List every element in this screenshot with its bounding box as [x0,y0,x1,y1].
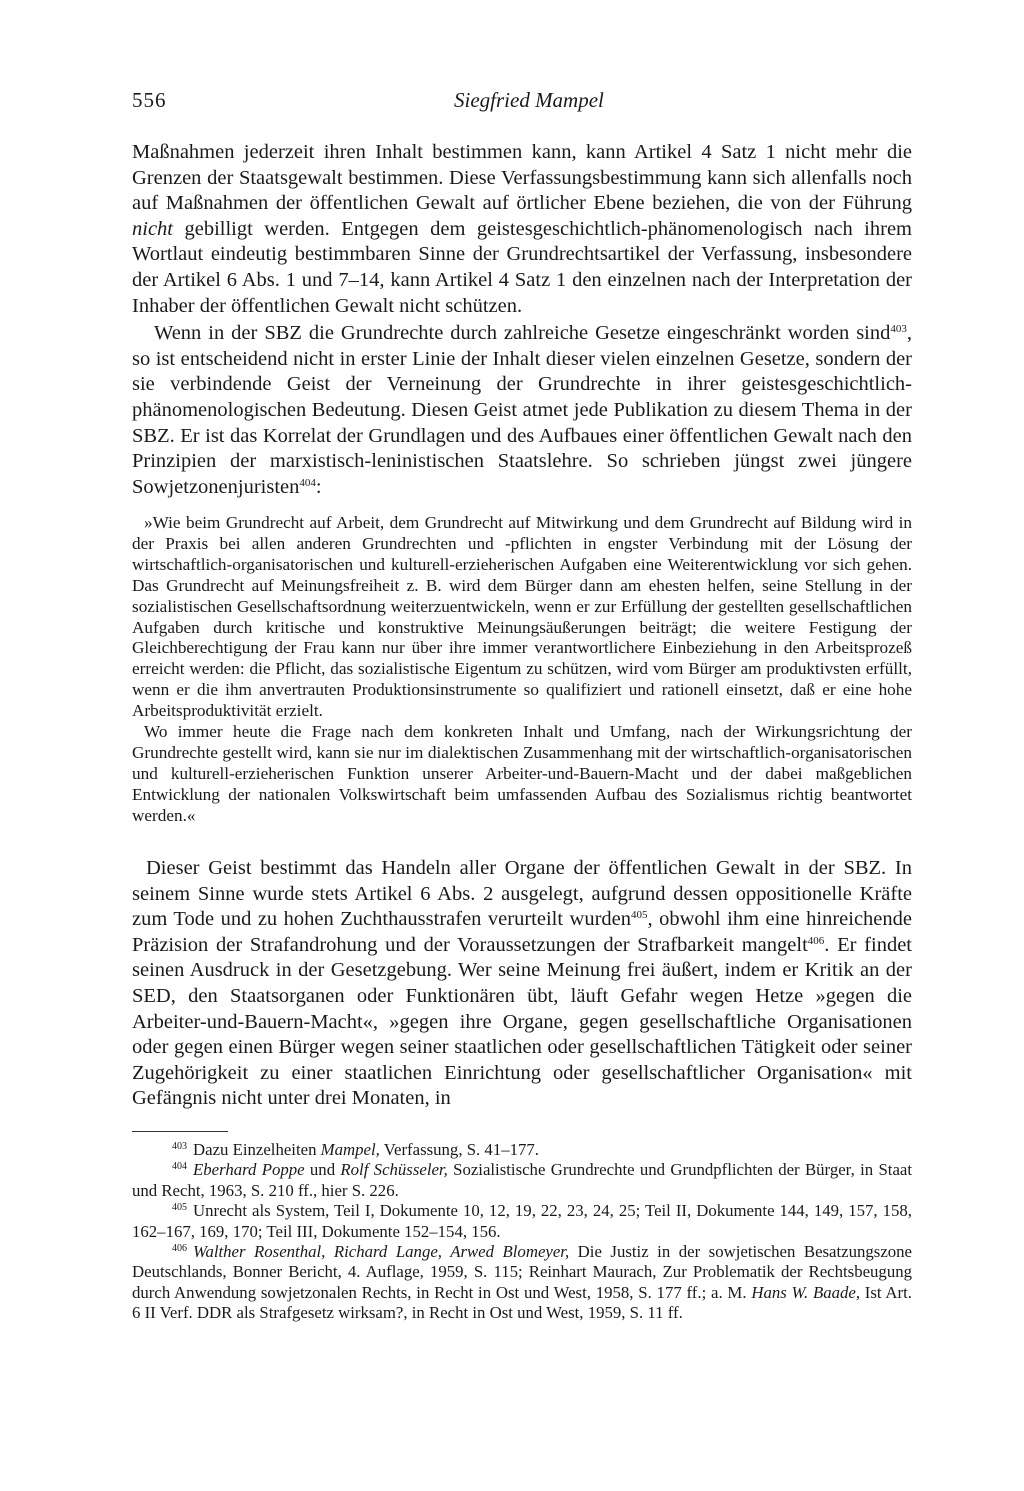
quote-paragraph-1: »Wie beim Grundrecht auf Arbeit, dem Grundrecht auf Mitwirkung und dem Grundrecht auf Bildung wird in der Praxis bei allen anderen Grundrechten und -pflichten in engster Verbindung mit der Lösung der wirtschaftlich-organisatorischen und kulturell-erzieherischen Aufgaben eine Weiterentwicklung vor sich gehen. Das Grundrecht auf Meinungsfreiheit z. B. wird dem Bürger dann am ehesten helfen, seine Stellung in der sozialistischen Gesellschaftsordnung weiterzuentwickeln, wenn er zur Erfüllung der gestellten gesellschaftlichen Aufgaben durch kritische und konstruktive Meinungsäußerungen beiträgt; die weitere Festigung der Gleichberechtigung der Frau kann nur über ihre immer verantwortlichere Einbeziehung in den Arbeitsprozeß erreicht werden: die Pflicht, das sozialistische Eigentum zu schützen, wird vom Bürger am produktivsten erfüllt, wenn er die ihm anvertrauten Produktionsinstrumente so qualifiziert und rationell einsetzt, daß er eine hohe Arbeitsproduktivität erzielt. [132,513,912,721]
body-text-bottom [132,856,912,1112]
footnotes [132,1140,912,1324]
footnote-403 [132,1140,912,1160]
text-span: , obwohl ihm eine hinreichende Präzision der Strafandrohung und der Voraussetzungen der Strafbarkeit mangelt [132,908,912,956]
text-span: Ist Art. 6 II Verf. DDR als Strafgesetz wirksam?, in Recht in Ost und West, 1959, S. 11 ff. [132,1282,912,1323]
footnote-ref-403[interactable]: 403 [890,323,907,336]
text-span: Dazu Einzelheiten [193,1140,321,1159]
footnote-ref-405[interactable]: 405 [631,909,648,922]
author-name: Eberhard Poppe [193,1160,305,1180]
author-name: Hans W. Baade, [751,1282,861,1302]
footnote-number: 406 [172,1243,187,1255]
text-span: Unrecht als System, Teil I, Dokumente 10, 12, 19, 22, 23, 24, 25; Teil II, Dokumente 144, 149, 157, 158, 162–167, 169, 170; Teil III, Dokumente 152–154, 156. [132,1201,912,1241]
text-span: . Er findet seinen Ausdruck in der Gesetzgebung. Wer seine Meinung frei äußert, indem er Kritik an der SED, den Staatsorganen oder Funktionären übt, läuft Gefahr wegen Hetze »gegen die Arbeiter-und-Bauern-Macht«, »gegen ihre Organe, gegen gesellschaftliche Organisationen oder gegen einen Bürger wegen seiner staatlichen oder gesellschaftlichen Tätigkeit oder seiner Zugehörigkeit zu einer staatlichen Einrichtung oder gesellschaftlicher Organisation« mit Gefängnis nicht unter drei Monaten, in [132,933,912,1110]
text-span: Maßnahmen jederzeit ihren Inhalt bestimmen kann, kann Artikel 4 Satz 1 nicht mehr die Grenzen der Staatsgewalt bestimmen. Diese Verfassungsbestimmung kann sich allenfalls noch auf Maßnahmen der öffentlichen Gewalt auf örtlicher Ebene beziehen, die von der Führung [132,141,912,215]
text-span: gebilligt werden. Entgegen dem geistesgeschichtlich-phänomenologisch nach ihrem Wortlaut eindeutig bestimmbaren Sinne der Grundrechtsartikel der Verfassung, insbesondere der Artikel 6 Abs. 1 und 7–14, kann Artikel 4 Satz 1 den einzelnen nach der Interpretation der Inhaber der öffentlichen Gewalt nicht schützen. [132,217,912,317]
quote-paragraph-2: Wo immer heute die Frage nach dem konkreten Inhalt und Umfang, nach der Wirkungsrichtung der Grundrechte gestellt wird, kann sie nur im dialektischen Zusammenhang mit der wirtschaftlich-organisatorischen und kulturell-erzieherischen Funktion unserer Arbeiter-und-Bauern-Macht und der dabei maßgeblichen Entwicklung der nationalen Volkswirtschaft beim umfassenden Aufbau des Sozialismus richtig beantwortet werden.« [132,722,912,825]
footnote-ref-404[interactable]: 404 [299,476,316,489]
text-span: Die Justiz in der sowjetischen Besatzungszone Deutschlands, Bonner Bericht, 4. Auflage, 1959, S. 115; Reinhart Maurach, Zur Problematik der Rechtsbeugung durch Anwendung sowjetzonalen Rechts, in Recht in Ost und West, 1958, S. 177 ff.; a. M. [132,1242,912,1302]
text-span: Wenn in der SBZ die Grundrechte durch zahlreiche Gesetze eingeschränkt worden sind [154,322,891,345]
body-text-top [132,140,912,500]
author-name: Mampel, [320,1140,380,1159]
text-span: Sozialistische Grundrechte und Grundpflichten der Bürger, in Staat und Recht, 1963, S. 210 ff., hier S. 226. [132,1160,913,1200]
text-span: : [315,475,322,498]
footnote-number: 405 [172,1202,187,1214]
page-header [132,88,912,118]
paragraph-2 [132,321,912,500]
block-quote [132,513,912,827]
footnote-ref-406[interactable]: 406 [807,934,825,947]
author-name: Rolf Schüsseler, [340,1160,448,1180]
footnote-number: 404 [172,1161,187,1173]
emphasis-text: nicht [132,217,173,240]
footnote-404 [132,1160,912,1201]
text-span: und [304,1160,341,1180]
text-span: Dieser Geist bestimmt das Handeln aller Organe der öffentlichen Gewalt in der SBZ. In seinem Sinne wurde stets Artikel 6 Abs. 2 ausgelegt, aufgrund dessen oppositionelle Kräfte zum Tode und zu hohen Zuchthausstrafen verurteilt wurden [132,857,912,931]
text-span: , so ist entscheidend nicht in erster Linie der Inhalt dieser vielen einzelnen Gesetze, sondern der sie verbindende Geist der Verneinung der Grundrechte in ihrer geistesgeschichtlich-phänomenologischen Bedeutung. Diesen Geist atmet jede Publikation zu diesem Thema in der SBZ. Er ist das Korrelat der Grundlagen und des Aufbaues einer öffentlichen Gewalt nach den Prinzipien der marxistisch-leninistischen Staatslehre. So schrieben jüngst zwei jüngere Sowjetzonenjuristen [132,322,912,498]
footnote-406 [132,1242,912,1324]
footnote-number: 403 [172,1141,187,1152]
page-number: 556 [132,88,167,112]
author-name: Walther Rosenthal, Richard Lange, Arwed Blomeyer, [193,1242,570,1262]
footnote-divider [132,1131,228,1132]
paragraph-3 [132,856,912,1112]
paragraph-1 [132,140,912,319]
footnote-405 [132,1201,912,1242]
text-span: Verfassung, S. 41–177. [379,1140,539,1159]
running-head-author: Siegfried Mampel [454,88,604,112]
